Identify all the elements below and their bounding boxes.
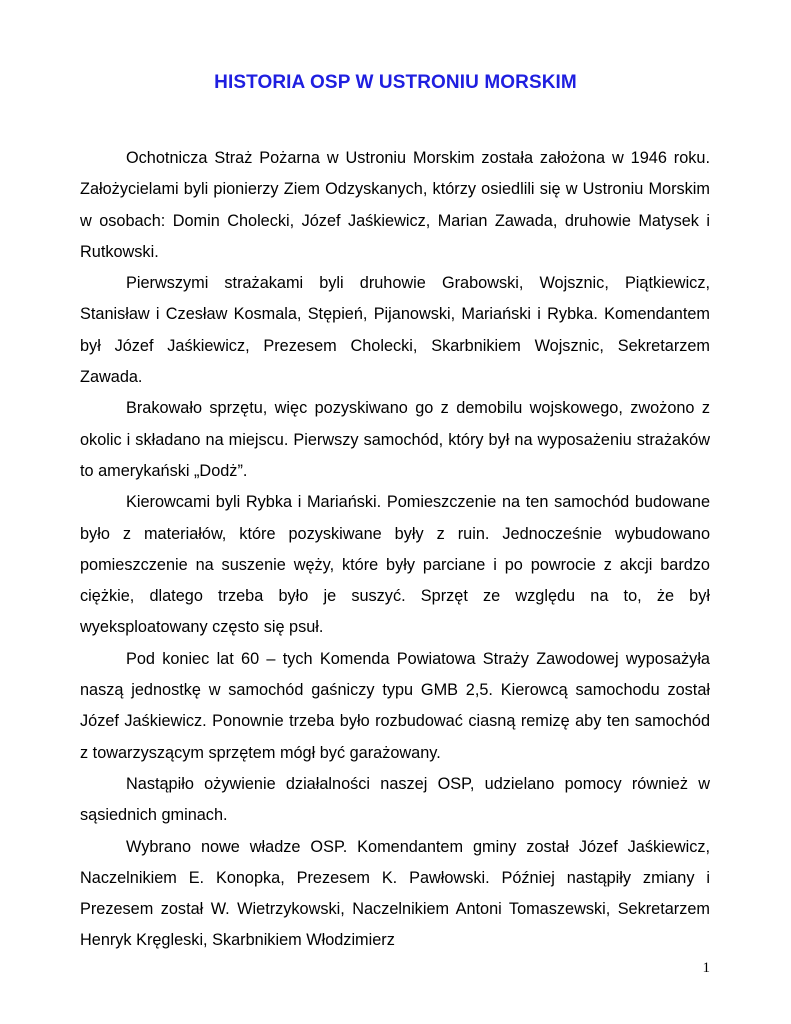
- document-body: [80, 143, 710, 957]
- paragraph: Nastąpiło ożywienie działalności naszej OSP, udzielano pomocy również w sąsiednich gminach.: [80, 774, 710, 825]
- paragraph: Brakowało sprzętu, więc pozyskiwano go z demobilu wojskowego, zwożono z okolic i składano na miejscu. Pierwszy samochód, który był na wyposażeniu strażaków to amerykański „Dodż”.: [80, 399, 710, 480]
- paragraph: Wybrano nowe władze OSP. Komendantem gminy został Józef Jaśkiewicz, Naczelnikiem E. Konopka, Prezesem K. Pawłowski. Później nastąpiły zmiany i Prezesem został W. Wietrzykowski, Naczelnikiem Antoni Tomaszewski, Sekretarzem Henryk Kręgleski, Skarbnikiem Włodzimierz: [80, 837, 710, 950]
- page-number: 1: [702, 960, 710, 976]
- document-title: HISTORIA OSP W USTRONIU MORSKIM: [214, 72, 577, 93]
- paragraph: Pod koniec lat 60 – tych Komenda Powiatowa Straży Zawodowej wyposażyła naszą jednostkę w samochód gaśniczy typu GMB 2,5. Kierowcą samochodu został Józef Jaśkiewicz. Ponownie trzeba było rozbudować ciasną remizę aby ten samochód z towarzyszącym sprzętem mógł być garażowany.: [80, 649, 710, 762]
- paragraph: Kierowcami byli Rybka i Mariański. Pomieszczenie na ten samochód budowane było z materiałów, które pozyskiwane były z ruin. Jednocześnie wybudowano pomieszczenie na suszenie węży, które były parciane i po powrocie z akcji bardzo ciężkie, dlatego trzeba było je suszyć. Sprzęt ze względu na to, że był wyeksploatowany często się psuł.: [80, 493, 710, 637]
- paragraph: Pierwszymi strażakami byli druhowie Grabowski, Wojsznic, Piątkiewicz, Stanisław i Czesław Kosmala, Stępień, Pijanowski, Mariański i Rybka. Komendantem był Józef Jaśkiewicz, Prezesem Cholecki, Skarbnikiem Wojsznic, Sekretarzem Zawada.: [80, 274, 710, 387]
- paragraph: Ochotnicza Straż Pożarna w Ustroniu Morskim została założona w 1946 roku. Założycielami byli pionierzy Ziem Odzyskanych, którzy osiedlili się w Ustroniu Morskim w osobach: Domin Cholecki, Józef Jaśkiewicz, Marian Zawada, druhowie Matysek i Rutkowski.: [80, 149, 710, 261]
